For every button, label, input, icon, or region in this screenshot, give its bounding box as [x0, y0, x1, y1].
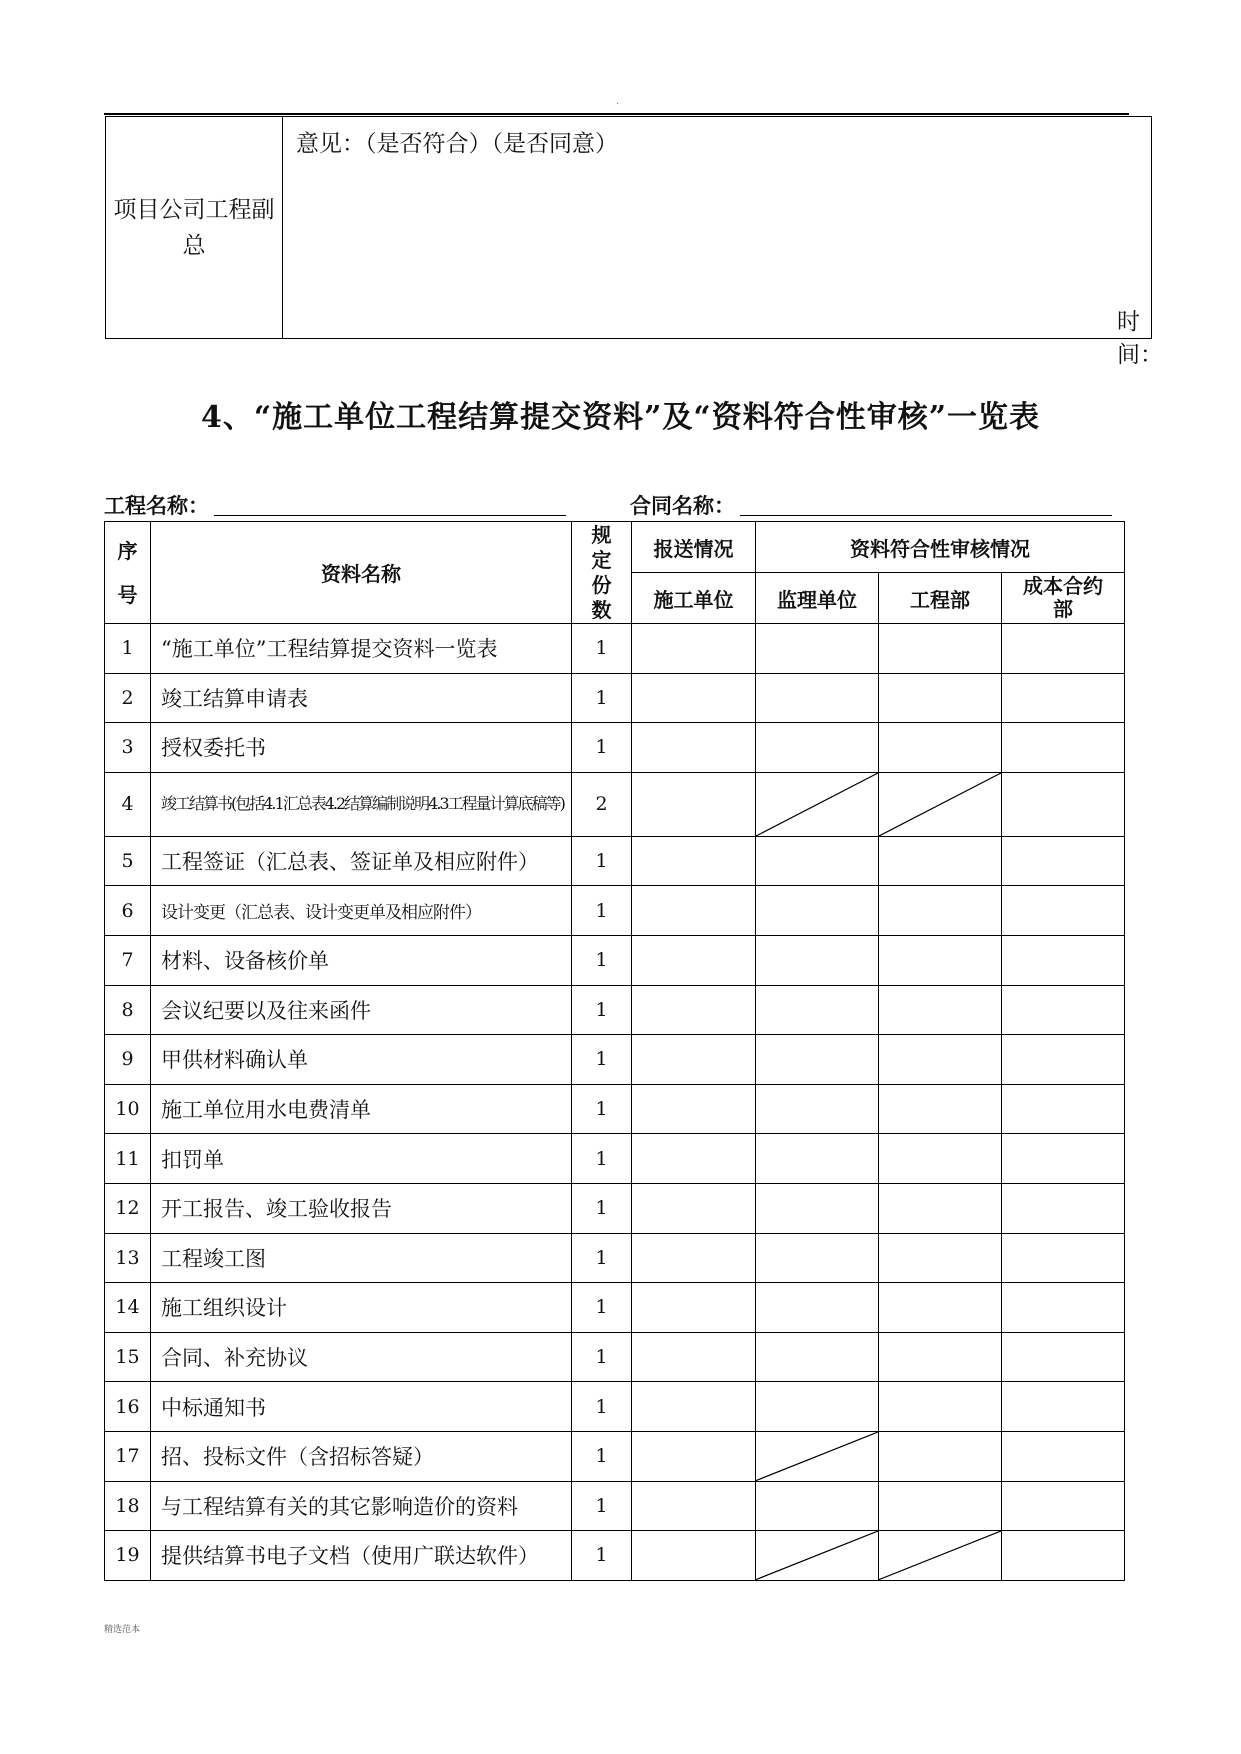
table-row: [105, 1035, 1125, 1085]
required-copies: 1: [572, 723, 632, 773]
contractor-check-cell[interactable]: [632, 1382, 756, 1432]
engineering-check-cell[interactable]: [879, 1283, 1002, 1333]
cost-contract-check-cell[interactable]: [1002, 1233, 1125, 1283]
contractor-check-cell[interactable]: [632, 1531, 756, 1581]
cost-contract-check-cell[interactable]: [1002, 1283, 1125, 1333]
engineering-check-cell[interactable]: [879, 1233, 1002, 1283]
required-copies: 1: [572, 886, 632, 936]
material-name: 招、投标文件（含招标答疑）: [151, 1431, 572, 1481]
required-copies: 1: [572, 1283, 632, 1333]
required-copies: 1: [572, 935, 632, 985]
header-engineering-dept: 工程部: [879, 573, 1002, 624]
contractor-check-cell[interactable]: [632, 673, 756, 723]
contractor-check-cell[interactable]: [632, 886, 756, 936]
page-mark: .: [616, 96, 620, 107]
contract-name-label: 合同名称：: [630, 494, 735, 518]
not-applicable-slash: [756, 773, 878, 836]
not-applicable-slash: [879, 773, 1001, 836]
material-name: 竣工结算申请表: [151, 673, 572, 723]
material-name: 中标通知书: [151, 1382, 572, 1432]
table-row: [105, 723, 1125, 773]
header-submission-status: 报送情况: [632, 522, 756, 573]
cost-contract-check-cell[interactable]: [1002, 673, 1125, 723]
material-name: 与工程结算有关的其它影响造价的资料: [151, 1481, 572, 1531]
required-copies: 1: [572, 1183, 632, 1233]
engineering-check-cell[interactable]: [879, 772, 1002, 836]
row-number: 19: [105, 1531, 151, 1581]
supervisor-check-cell[interactable]: [756, 772, 879, 836]
material-name: 工程签证（汇总表、签证单及相应附件）: [151, 836, 572, 886]
engineering-check-cell[interactable]: [879, 1332, 1002, 1382]
engineering-check-cell[interactable]: [879, 673, 1002, 723]
table-row: [105, 1531, 1125, 1581]
supervisor-check-cell[interactable]: [756, 1183, 879, 1233]
contractor-check-cell[interactable]: [632, 1084, 756, 1134]
table-row: [105, 1431, 1125, 1481]
contractor-check-cell[interactable]: [632, 1332, 756, 1382]
header-review-status: 资料符合性审核情况: [756, 522, 1125, 573]
contractor-check-cell[interactable]: [632, 772, 756, 836]
time-label: 时间：: [1117, 309, 1163, 368]
row-number: 18: [105, 1481, 151, 1531]
row-number: 2: [105, 673, 151, 723]
table-row: [105, 1233, 1125, 1283]
supervisor-check-cell[interactable]: [756, 1481, 879, 1531]
cost-contract-check-cell[interactable]: [1002, 935, 1125, 985]
table-row: [105, 1084, 1125, 1134]
header-contractor: 施工单位: [632, 573, 756, 624]
required-copies: 1: [572, 1431, 632, 1481]
table-row: [105, 985, 1125, 1035]
engineering-check-cell[interactable]: [879, 985, 1002, 1035]
cost-contract-check-cell[interactable]: [1002, 1332, 1125, 1382]
contractor-check-cell[interactable]: [632, 1134, 756, 1184]
cost-contract-check-cell[interactable]: [1002, 1035, 1125, 1085]
engineering-check-cell[interactable]: [879, 723, 1002, 773]
table-row: [105, 886, 1125, 936]
engineering-check-cell[interactable]: [879, 836, 1002, 886]
engineering-check-cell[interactable]: [879, 1431, 1002, 1481]
supervisor-check-cell[interactable]: [756, 1134, 879, 1184]
engineering-check-cell[interactable]: [879, 1035, 1002, 1085]
supervisor-check-cell[interactable]: [756, 836, 879, 886]
required-copies: 1: [572, 1531, 632, 1581]
approver-role: 项目公司工程副总: [106, 117, 283, 339]
table-row: [105, 1332, 1125, 1382]
row-number: 9: [105, 1035, 151, 1085]
engineering-check-cell[interactable]: [879, 1183, 1002, 1233]
engineering-check-cell[interactable]: [879, 1531, 1002, 1581]
cost-contract-check-cell[interactable]: [1002, 772, 1125, 836]
row-number: 13: [105, 1233, 151, 1283]
row-number: 1: [105, 624, 151, 674]
cost-contract-check-cell[interactable]: [1002, 1134, 1125, 1184]
table-row: [105, 624, 1125, 674]
supervisor-check-cell[interactable]: [756, 1332, 879, 1382]
material-name: 开工报告、竣工验收报告: [151, 1183, 572, 1233]
opinion-cell: [283, 117, 1163, 368]
supervisor-check-cell[interactable]: [756, 1084, 879, 1134]
supervisor-check-cell[interactable]: [756, 1531, 879, 1581]
row-number: 17: [105, 1431, 151, 1481]
table-row: [105, 1183, 1125, 1233]
row-number: 10: [105, 1084, 151, 1134]
footer-mark: 精选范本: [104, 1625, 141, 1635]
section-title: 4、“施工单位工程结算提交资料”及“资料符合性审核”一览表: [201, 400, 1040, 435]
required-copies: 1: [572, 624, 632, 674]
material-name: 甲供材料确认单: [151, 1035, 572, 1085]
row-number: 16: [105, 1382, 151, 1432]
required-copies: 1: [572, 1134, 632, 1184]
table-row: [105, 1283, 1125, 1333]
required-copies: 1: [572, 1481, 632, 1531]
engineering-check-cell[interactable]: [879, 1481, 1002, 1531]
material-name: 设计变更（汇总表、设计变更单及相应附件）: [151, 886, 572, 936]
row-number: 6: [105, 886, 151, 936]
materials-table: [104, 521, 1125, 1581]
required-copies: 1: [572, 673, 632, 723]
engineering-check-cell[interactable]: [879, 1382, 1002, 1432]
required-copies: 1: [572, 1382, 632, 1432]
material-name: “施工单位”工程结算提交资料一览表: [151, 624, 572, 674]
project-name-label: 工程名称：: [104, 494, 209, 518]
not-applicable-slash: [756, 1432, 878, 1481]
contractor-check-cell[interactable]: [632, 1283, 756, 1333]
cost-contract-check-cell[interactable]: [1002, 836, 1125, 886]
header-material-name: 资料名称: [151, 522, 572, 624]
cost-contract-check-cell[interactable]: [1002, 1431, 1125, 1481]
material-name: 材料、设备核价单: [151, 935, 572, 985]
row-number: 12: [105, 1183, 151, 1233]
project-name-line: [214, 515, 566, 516]
engineering-check-cell[interactable]: [879, 1084, 1002, 1134]
supervisor-check-cell[interactable]: [756, 935, 879, 985]
row-number: 11: [105, 1134, 151, 1184]
contractor-check-cell[interactable]: [632, 1481, 756, 1531]
supervisor-check-cell[interactable]: [756, 886, 879, 936]
not-applicable-slash: [879, 1531, 1001, 1580]
header-cost-contract-dept: 成本合约 部: [1002, 573, 1125, 624]
required-copies: 1: [572, 1035, 632, 1085]
table-row: [105, 1481, 1125, 1531]
cost-contract-check-cell[interactable]: [1002, 1084, 1125, 1134]
row-number: 7: [105, 935, 151, 985]
contractor-check-cell[interactable]: [632, 985, 756, 1035]
row-number: 5: [105, 836, 151, 886]
cost-contract-check-cell[interactable]: [1002, 723, 1125, 773]
table-row: [105, 772, 1125, 836]
engineering-check-cell[interactable]: [879, 935, 1002, 985]
material-name: 提供结算书电子文档（使用广联达软件）: [151, 1531, 572, 1581]
contractor-check-cell[interactable]: [632, 624, 756, 674]
contractor-check-cell[interactable]: [632, 723, 756, 773]
material-name: 合同、补充协议: [151, 1332, 572, 1382]
row-number: 3: [105, 723, 151, 773]
cost-contract-check-cell[interactable]: [1002, 1183, 1125, 1233]
table-row: [105, 836, 1125, 886]
supervisor-check-cell[interactable]: [756, 624, 879, 674]
cost-contract-check-cell[interactable]: [1002, 1382, 1125, 1432]
cost-contract-check-cell[interactable]: [1002, 1531, 1125, 1581]
supervisor-check-cell[interactable]: [756, 1283, 879, 1333]
contractor-check-cell[interactable]: [632, 1035, 756, 1085]
opinion-label: 意见：（是否符合）（是否同意）: [296, 131, 618, 157]
table-row: [105, 1134, 1125, 1184]
supervisor-check-cell[interactable]: [756, 1382, 879, 1432]
required-copies: 1: [572, 1332, 632, 1382]
table-row: [105, 935, 1125, 985]
engineering-check-cell[interactable]: [879, 886, 1002, 936]
required-copies: 2: [572, 772, 632, 836]
material-name: 授权委托书: [151, 723, 572, 773]
header-seq: 序 号: [105, 522, 151, 624]
row-number: 14: [105, 1283, 151, 1333]
material-name: 会议纪要以及往来函件: [151, 985, 572, 1035]
contractor-check-cell[interactable]: [632, 935, 756, 985]
table-row: [105, 673, 1125, 723]
material-name: 竣工结算书(包括4.1汇总表4.2结算编制说明4.3工程量计算底稿等): [151, 772, 572, 836]
supervisor-check-cell[interactable]: [756, 1431, 879, 1481]
header-supervisor: 监理单位: [756, 573, 879, 624]
material-name: 施工单位用水电费清单: [151, 1084, 572, 1134]
cost-contract-check-cell[interactable]: [1002, 985, 1125, 1035]
supervisor-check-cell[interactable]: [756, 985, 879, 1035]
required-copies: 1: [572, 836, 632, 886]
contractor-check-cell[interactable]: [632, 836, 756, 886]
row-number: 15: [105, 1332, 151, 1382]
contract-name-line: [740, 515, 1112, 516]
material-name: 扣罚单: [151, 1134, 572, 1184]
cost-contract-check-cell[interactable]: [1002, 1481, 1125, 1531]
supervisor-check-cell[interactable]: [756, 723, 879, 773]
supervisor-check-cell[interactable]: [756, 673, 879, 723]
contractor-check-cell[interactable]: [632, 1183, 756, 1233]
contractor-check-cell[interactable]: [632, 1431, 756, 1481]
header-required-copies: 规 定 份 数: [572, 522, 632, 624]
supervisor-check-cell[interactable]: [756, 1233, 879, 1283]
required-copies: 1: [572, 985, 632, 1035]
approval-table: [105, 116, 1163, 368]
supervisor-check-cell[interactable]: [756, 1035, 879, 1085]
not-applicable-slash: [756, 1531, 878, 1580]
row-number: 4: [105, 772, 151, 836]
engineering-check-cell[interactable]: [879, 624, 1002, 674]
cost-contract-check-cell[interactable]: [1002, 624, 1125, 674]
engineering-check-cell[interactable]: [879, 1134, 1002, 1184]
row-number: 8: [105, 985, 151, 1035]
required-copies: 1: [572, 1233, 632, 1283]
required-copies: 1: [572, 1084, 632, 1134]
contractor-check-cell[interactable]: [632, 1233, 756, 1283]
cost-contract-check-cell[interactable]: [1002, 886, 1125, 936]
top-rule: [104, 113, 1129, 115]
table-row: [105, 1382, 1125, 1432]
material-name: 工程竣工图: [151, 1233, 572, 1283]
material-name: 施工组织设计: [151, 1283, 572, 1333]
